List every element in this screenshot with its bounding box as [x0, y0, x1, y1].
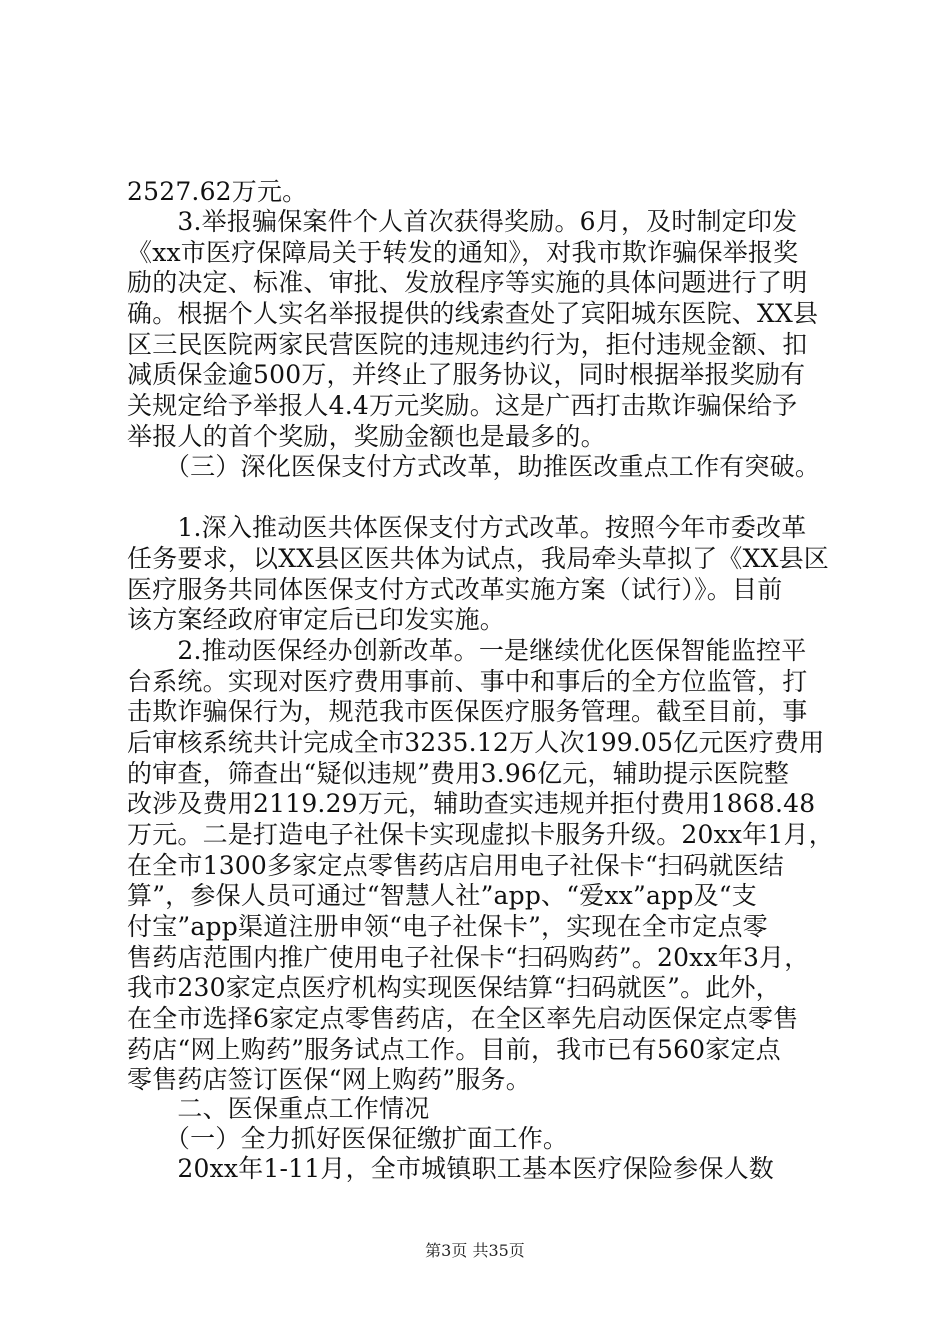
text-line: 击欺诈骗保行为，规范我市医保医疗服务管理。截至目前，事 — [127, 697, 808, 726]
text-line: 万元。二是打造电子社保卡实现虚拟卡服务升级。20xx年1月， — [127, 820, 834, 849]
text-line: 付宝”app渠道注册申领“电子社保卡”，实现在全市定点零 — [127, 912, 768, 941]
section-heading: （三）深化医保支付方式改革，助推医改重点工作有突破。 — [127, 452, 821, 481]
text-line: 确。根据个人实名举报提供的线索查处了宾阳城东医院、XX县 — [127, 299, 819, 328]
page-footer: 第3页 共35页 — [425, 1241, 525, 1260]
text-line: 励的决定、标准、审批、发放程序等实施的具体问题进行了明 — [127, 268, 808, 297]
text-line: 零售药店签订医保“网上购药”服务。 — [127, 1065, 531, 1094]
section-heading: 二、医保重点工作情况 — [127, 1094, 430, 1123]
text-line: 改涉及费用2119.29万元，辅助查实违规并拒付费用1868.48 — [127, 789, 816, 818]
text-line: 在全市选择6家定点零售药店，在全区率先启动医保定点零售 — [127, 1004, 799, 1033]
text-line: 关规定给予举报人4.4万元奖励。这是广西打击欺诈骗保给予 — [127, 391, 798, 420]
text-line: 医疗服务共同体医保支付方式改革实施方案（试行）》。目前 — [127, 575, 783, 604]
text-line: 1.深入推动医共体医保支付方式改革。按照今年市委改革 — [127, 513, 807, 542]
subsection-heading: （一）全力抓好医保征缴扩面工作。 — [127, 1124, 569, 1153]
text-line: 后审核系统共计完成全市3235.12万人次199.05亿元医疗费用 — [127, 728, 825, 757]
text-line: 《xx市医疗保障局关于转发的通知》，对我市欺诈骗保举报奖 — [127, 238, 799, 267]
text-line: 我市230家定点医疗机构实现医保结算“扫码就医”。此外， — [127, 973, 781, 1002]
text-line: 举报人的首个奖励，奖励金额也是最多的。 — [127, 422, 606, 451]
text-line: 在全市1300多家定点零售药店启用电子社保卡“扫码就医结 — [127, 851, 785, 880]
text-line: 药店“网上购药”服务试点工作。目前，我市已有560家定点 — [127, 1035, 781, 1064]
text-line: 算”，参保人员可通过“智慧人社”app、“爱xx”app及“支 — [127, 881, 757, 910]
text-line: 区三民医院两家民营医院的违规违约行为，拒付违规金额、扣 — [127, 330, 808, 359]
text-line: 20xx年1-11月，全市城镇职工基本医疗保险参保人数 — [127, 1154, 774, 1183]
text-line: 的审查，筛查出“疑似违规”费用3.96亿元，辅助提示医院整 — [127, 759, 790, 788]
text-line: 2527.62万元。 — [127, 177, 308, 206]
text-line: 台系统。实现对医疗费用事前、事中和事后的全方位监管，打 — [127, 667, 808, 696]
text-line: 售药店范围内推广使用电子社保卡“扫码购药”。20xx年3月， — [127, 943, 810, 972]
text-line: 2.推动医保经办创新改革。一是继续优化医保智能监控平 — [127, 636, 807, 665]
text-line: 该方案经政府审定后已印发实施。 — [127, 605, 506, 634]
text-line: 3.举报骗保案件个人首次获得奖励。6月，及时制定印发 — [127, 207, 798, 236]
text-line: 减质保金逾500万，并终止了服务协议，同时根据举报奖励有 — [127, 360, 806, 389]
text-line: 任务要求，以XX县区医共体为试点，我局牵头草拟了《XX县区 — [127, 544, 829, 573]
